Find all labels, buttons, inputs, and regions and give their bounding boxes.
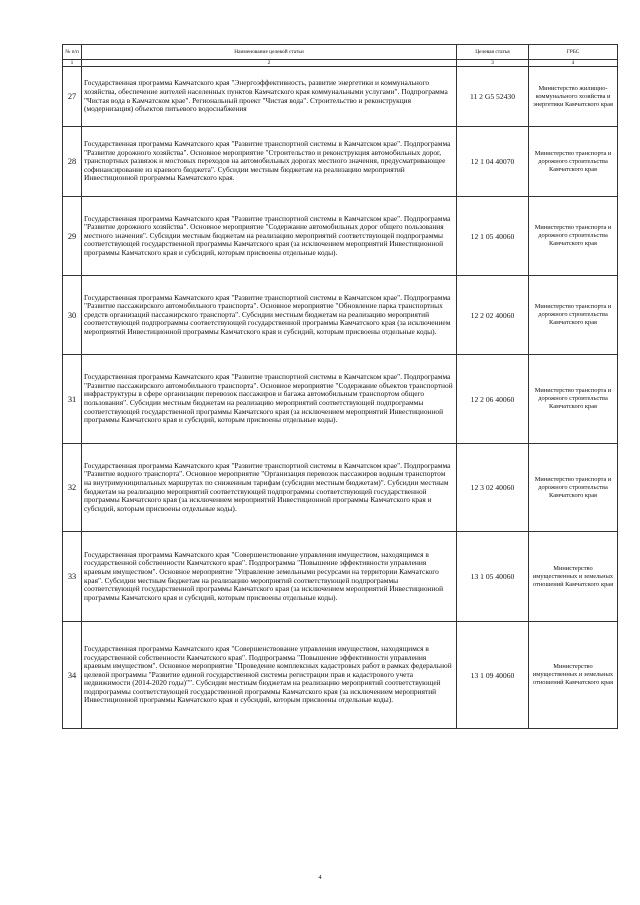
row-grbs: Министерство транспорта и дорожного строительства Камчатского края <box>529 276 618 355</box>
row-code: 12 1 05 40060 <box>457 197 529 276</box>
row-code: 12 2 02 40060 <box>457 276 529 355</box>
row-name: Государственная программа Камчатского края "Развитие транспортной системы в Камчатском крае". Подпрограмма "Развитие водного транспорта". Основное мероприятие "Организация перевозок пассажиров водным транспортом на внутримуниципальных маршрутах по сниженным тарифам (субсидии местным бюджетам)". Субсидии местным бюджетам на реализацию мероприятий соответствующей подпрограммы соответствующей государственной программы Камчатского края (за исключением мероприятий Инвестиционной программы Камчатского края и субсидий, которым присвоены отдельные коды). <box>82 444 457 532</box>
row-number: 30 <box>63 276 82 355</box>
row-number: 31 <box>63 355 82 444</box>
row-grbs: Министерство жилищно-коммунального хозяйства и энергетики Камчатского края <box>529 67 618 127</box>
table-row <box>63 355 618 444</box>
row-number: 28 <box>63 127 82 197</box>
row-number: 32 <box>63 444 82 532</box>
table-row <box>63 444 618 532</box>
page-number: 4 <box>318 874 322 881</box>
table-row <box>63 127 618 197</box>
row-name: Государственная программа Камчатского края "Совершенствование управления имуществом, находящимся в государственной собственности Камчатского края". Подпрограмма "Повышение эффективности управления краевым имуществом". Основное мероприятие "Управление земельными ресурсами на территории Камчатского края". Субсидии местным бюджетам на реализацию мероприятий соответствующей подпрограммы соответствующей государственной программы Камчатского края (за исключением мероприятий Инвестиционной программы Камчатского края и субсидий, которым присвоены отдельные коды). <box>82 532 457 622</box>
budget-classification-table <box>62 44 618 729</box>
row-code: 12 1 04 40070 <box>457 127 529 197</box>
row-grbs: Министерство транспорта и дорожного строительства Камчатского края <box>529 127 618 197</box>
row-number: 27 <box>63 67 82 127</box>
row-grbs: Министерство транспорта и дорожного строительства Камчатского края <box>529 444 618 532</box>
row-number: 34 <box>63 622 82 729</box>
row-number: 33 <box>63 532 82 622</box>
row-code: 11 2 G5 52430 <box>457 67 529 127</box>
table-row <box>63 67 618 127</box>
column-number: 4 <box>529 60 618 67</box>
column-number: 3 <box>457 60 529 67</box>
row-code: 13 1 09 40060 <box>457 622 529 729</box>
row-name: Государственная программа Камчатского края "Совершенствование управления имуществом, находящимся в государственной собственности Камчатского края". Подпрограмма "Повышение эффективности управления краевым имуществом". Основное мероприятие "Проведение комплексных кадастровых работ в рамках федеральной целевой программы "Развитие единой государственной системы регистрации прав и кадастрового учета недвижимости (2014-2020 годы)"". Субсидии местным бюджетам на реализацию мероприятий соответствующей подпрограммы соответствующей государственной программы Камчатского края (за исключением мероприятий Инвестиционной программы Камчатского края и субсидий, которым присвоены отдельные коды). <box>82 622 457 729</box>
column-number-row <box>63 60 618 67</box>
row-grbs: Министерство транспорта и дорожного строительства Камчатского края <box>529 197 618 276</box>
row-name: Государственная программа Камчатского края "Развитие транспортной системы в Камчатском крае". Подпрограмма "Развитие дорожного хозяйства". Основное мероприятие "Содержание автомобильных дорог общего пользования местного значения". Субсидии местным бюджетам на реализацию мероприятий соответствующей подпрограммы соответствующей государственной программы Камчатского края (за исключением мероприятий Инвестиционной программы Камчатского края и субсидий, которым присвоены отдельные коды). <box>82 197 457 276</box>
column-number: 2 <box>82 60 457 67</box>
row-name: Государственная программа Камчатского края "Развитие транспортной системы в Камчатском крае". Подпрограмма "Развитие пассажирского автомобильного транспорта". Основное мероприятие "Обновление парка транспортных средств организаций пассажирского транспорта". Субсидии местным бюджетам на реализацию мероприятий соответствующей подпрограммы соответствующей государственной программы Камчатского края (за исключением мероприятий Инвестиционной программы Камчатского края и субсидий, которым присвоены отдельные коды). <box>82 276 457 355</box>
row-code: 13 1 05 40060 <box>457 532 529 622</box>
row-code: 12 3 02 40060 <box>457 444 529 532</box>
table-row <box>63 276 618 355</box>
row-grbs: Министерство имущественных и земельных отношений Камчатского края <box>529 532 618 622</box>
table-row <box>63 622 618 729</box>
table-row <box>63 532 618 622</box>
table-header-row <box>63 45 618 60</box>
column-number: 1 <box>63 60 82 67</box>
row-name: Государственная программа Камчатского края "Энергоэффективность, развитие энергетики и коммунального хозяйства, обеспечение жителей населенных пунктов Камчатского края коммунальными услугами". Подпрограмма "Чистая вода в Камчатском крае". Региональный проект "Чистая вода". Строительство и реконструкция (модернизация) объектов питьевого водоснабжения <box>82 67 457 127</box>
header-grbs: ГРБС <box>529 45 618 60</box>
row-grbs: Министерство имущественных и земельных отношений Камчатского края <box>529 622 618 729</box>
row-grbs: Министерство транспорта и дорожного строительства Камчатского края <box>529 355 618 444</box>
header-code: Целевая статья <box>457 45 529 60</box>
row-number: 29 <box>63 197 82 276</box>
row-name: Государственная программа Камчатского края "Развитие транспортной системы в Камчатском крае". Подпрограмма "Развитие дорожного хозяйства". Основное мероприятие "Строительство и реконструкция автомобильных дорог, транспортных развязок и мостовых переходов на автомобильных дорогах местного значения, предусматривающее софинансирование из краевого бюджета". Субсидии местным бюджетам на реализацию мероприятий Инвестиционной программы Камчатского края. <box>82 127 457 197</box>
row-name: Государственная программа Камчатского края "Развитие транспортной системы в Камчатском крае". Подпрограмма "Развитие пассажирского автомобильного транспорта". Основное мероприятие "Содержание объектов транспортной инфраструктуры в сфере организации перевозок пассажиров и багажа автомобильным транспортом общего пользования". Субсидии местным бюджетам на реализацию мероприятий соответствующей подпрограммы соответствующей государственной программы Камчатского края (за исключением мероприятий Инвестиционной программы Камчатского края и субсидий, которым присвоены отдельные коды). <box>82 355 457 444</box>
header-number: № п/п <box>63 45 82 60</box>
row-code: 12 2 06 40060 <box>457 355 529 444</box>
table-row <box>63 197 618 276</box>
header-name: Наименование целевой статьи <box>82 45 457 60</box>
